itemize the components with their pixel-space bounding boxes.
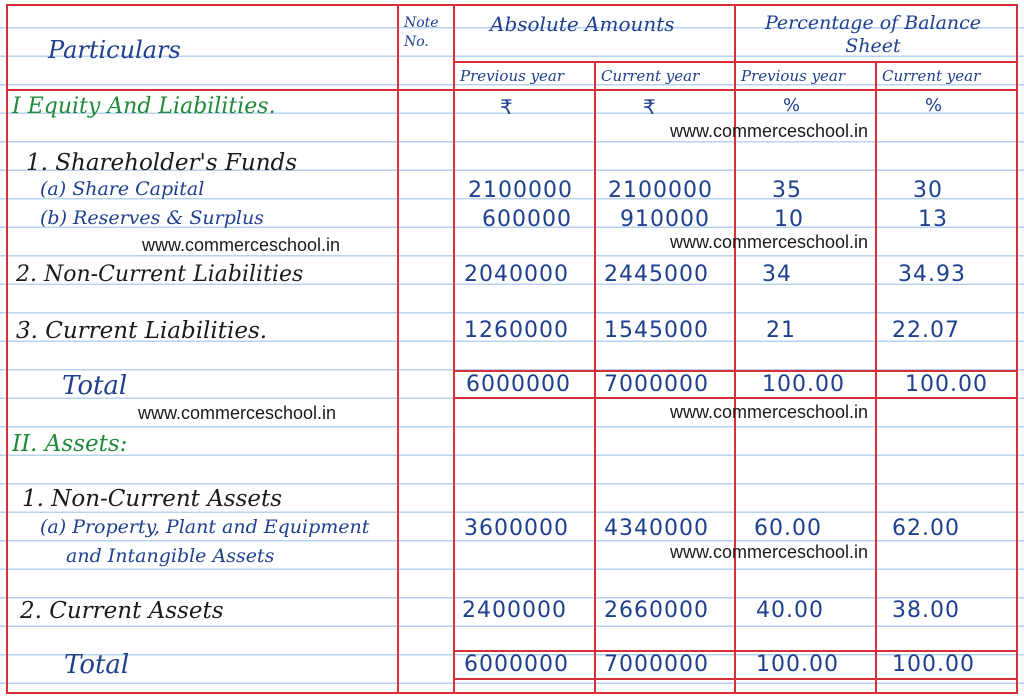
value-cl-prev: 1260000 <box>464 318 569 343</box>
value-ncl-prev-pct: 34 <box>762 262 792 287</box>
value-ncl-prev: 2040000 <box>464 262 569 287</box>
value-reserves-curr-pct: 13 <box>918 207 948 232</box>
unit-rupee-previous: ₹ <box>500 95 514 119</box>
grid-line-prev-percent <box>875 62 877 694</box>
grid-line-left <box>6 4 8 694</box>
label-total-liabilities: Total <box>62 371 128 401</box>
label-reserves-surplus: (b) Reserves & Surplus <box>40 207 264 229</box>
grid-line-right <box>1016 4 1018 694</box>
grid-line-amount-percent <box>734 4 736 694</box>
grid-line-bottom <box>6 692 1018 694</box>
grid-line-subheader <box>453 61 1018 63</box>
grid-line-header-bottom <box>6 89 1018 91</box>
grid-line-note <box>453 4 455 694</box>
label-share-capital: (a) Share Capital <box>40 178 205 200</box>
value-reserves-curr: 910000 <box>620 207 710 232</box>
value-share-capital-prev-pct: 35 <box>772 178 802 203</box>
header-abs-previous-year: Previous year <box>460 67 565 85</box>
section-equity-liabilities: I Equity And Liabilities. <box>12 94 276 119</box>
value-ppe-curr-pct: 62.00 <box>892 516 960 541</box>
value-ppe-prev-pct: 60.00 <box>754 516 822 541</box>
grid-line-particulars <box>397 4 399 694</box>
label-total-assets: Total <box>64 650 130 680</box>
value-total-assets-prev-pct: 100.00 <box>756 652 839 677</box>
header-pct-previous-year: Previous year <box>741 67 846 85</box>
label-non-current-assets: 1. Non-Current Assets <box>22 486 283 512</box>
grid-line-top <box>6 4 1018 6</box>
watermark-text: www.commerceschool.in <box>142 235 341 255</box>
value-total-assets-curr: 7000000 <box>604 652 709 677</box>
header-abs-current-year: Current year <box>601 67 700 85</box>
value-total-assets-prev: 6000000 <box>464 652 569 677</box>
value-share-capital-prev: 2100000 <box>468 178 573 203</box>
grid-line-prev-amount <box>594 62 596 694</box>
value-reserves-prev: 600000 <box>482 207 572 232</box>
watermark-text: www.commerceschool.in <box>670 121 869 141</box>
value-ncl-curr-pct: 34.93 <box>898 262 966 287</box>
value-ca-curr-pct: 38.00 <box>892 598 960 623</box>
label-ppe-line2: and Intangible Assets <box>66 545 275 567</box>
header-absolute-amounts: Absolute Amounts <box>490 12 675 36</box>
value-ppe-prev: 3600000 <box>464 516 569 541</box>
value-total-liab-prev: 6000000 <box>466 372 571 397</box>
value-ca-prev: 2400000 <box>462 598 567 623</box>
value-share-capital-curr-pct: 30 <box>913 178 943 203</box>
watermark-text: www.commerceschool.in <box>670 542 869 562</box>
section-assets: II. Assets: <box>12 431 128 457</box>
label-current-assets: 2. Current Assets <box>20 598 224 624</box>
value-cl-curr: 1545000 <box>604 318 709 343</box>
value-reserves-prev-pct: 10 <box>774 207 804 232</box>
label-shareholders-funds: 1. Shareholder's Funds <box>26 150 298 176</box>
watermark-text: www.commerceschool.in <box>670 402 869 422</box>
label-current-liabilities: 3. Current Liabilities. <box>16 318 268 344</box>
unit-percent-current: % <box>925 95 944 116</box>
header-note-no: Note No. <box>404 15 439 50</box>
value-cl-curr-pct: 22.07 <box>892 318 960 343</box>
value-ncl-curr: 2445000 <box>604 262 709 287</box>
value-cl-prev-pct: 21 <box>766 318 796 343</box>
value-total-liab-prev-pct: 100.00 <box>762 372 845 397</box>
watermark-text: www.commerceschool.in <box>670 232 869 252</box>
grid-line-total2-bottom <box>453 678 1018 680</box>
value-total-liab-curr-pct: 100.00 <box>905 372 988 397</box>
header-pct-current-year: Current year <box>882 67 981 85</box>
header-percentage: Percentage of Balance Sheet <box>764 12 982 57</box>
value-ca-curr: 2660000 <box>604 598 709 623</box>
grid-line-total-bottom <box>453 397 1018 399</box>
value-ca-prev-pct: 40.00 <box>756 598 824 623</box>
value-total-assets-curr-pct: 100.00 <box>892 652 975 677</box>
unit-percent-previous: % <box>783 95 802 116</box>
header-particulars: Particulars <box>48 36 181 64</box>
label-ppe-line1: (a) Property, Plant and Equipment <box>40 516 370 538</box>
value-ppe-curr: 4340000 <box>604 516 709 541</box>
unit-rupee-current: ₹ <box>643 95 657 119</box>
label-non-current-liabilities: 2. Non-Current Liabilities <box>16 262 304 287</box>
value-total-liab-curr: 7000000 <box>604 372 709 397</box>
value-share-capital-curr: 2100000 <box>608 178 713 203</box>
watermark-text: www.commerceschool.in <box>138 403 337 423</box>
